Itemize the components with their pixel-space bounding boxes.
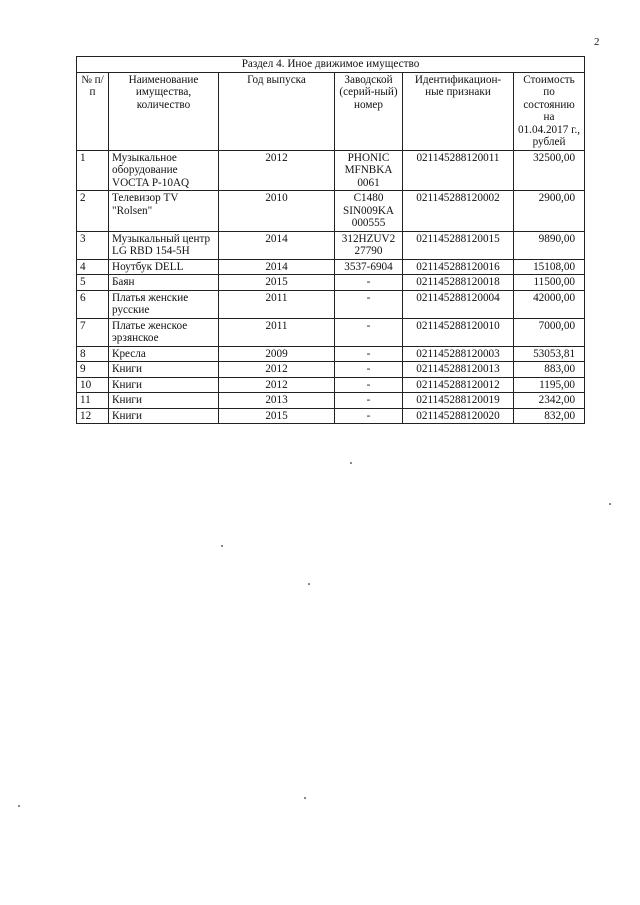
cell-num: 5 bbox=[77, 275, 109, 291]
cell-ident: 021145288120002 bbox=[403, 191, 514, 232]
cell-name: Книги bbox=[109, 393, 219, 409]
cell-cost: 7000,00 bbox=[514, 318, 585, 346]
cell-ident: 021145288120012 bbox=[403, 377, 514, 393]
cell-serial: C1480 SIN009KA 000555 bbox=[335, 191, 403, 232]
header-serial: Заводской (серий-ный) номер bbox=[335, 72, 403, 150]
cell-cost: 53053,81 bbox=[514, 346, 585, 362]
scan-speck bbox=[221, 545, 223, 547]
cell-ident: 021145288120015 bbox=[403, 231, 514, 259]
header-ident: Идентификацион-ные признаки bbox=[403, 72, 514, 150]
header-name: Наименование имущества, количество bbox=[109, 72, 219, 150]
scan-speck bbox=[350, 462, 352, 464]
cell-cost: 1195,00 bbox=[514, 377, 585, 393]
cell-cost: 42000,00 bbox=[514, 290, 585, 318]
property-table bbox=[76, 56, 585, 424]
cell-year: 2013 bbox=[219, 393, 335, 409]
cell-num: 10 bbox=[77, 377, 109, 393]
cell-ident: 021145288120020 bbox=[403, 408, 514, 424]
cell-year: 2011 bbox=[219, 290, 335, 318]
cell-cost: 15108,00 bbox=[514, 259, 585, 275]
table-row bbox=[77, 231, 585, 259]
cell-name: Кресла bbox=[109, 346, 219, 362]
cell-serial: - bbox=[335, 408, 403, 424]
header-row bbox=[77, 72, 585, 150]
cell-year: 2012 bbox=[219, 362, 335, 378]
scan-speck bbox=[609, 503, 611, 505]
scan-speck bbox=[18, 805, 20, 807]
cell-num: 6 bbox=[77, 290, 109, 318]
scan-speck bbox=[308, 583, 310, 585]
table-row bbox=[77, 318, 585, 346]
cell-ident: 021145288120010 bbox=[403, 318, 514, 346]
table-row bbox=[77, 377, 585, 393]
cell-ident: 021145288120004 bbox=[403, 290, 514, 318]
cell-ident: 021145288120011 bbox=[403, 150, 514, 191]
cell-num: 7 bbox=[77, 318, 109, 346]
cell-year: 2014 bbox=[219, 231, 335, 259]
cell-name: Баян bbox=[109, 275, 219, 291]
table-row bbox=[77, 362, 585, 378]
cell-serial: - bbox=[335, 346, 403, 362]
cell-num: 4 bbox=[77, 259, 109, 275]
cell-year: 2012 bbox=[219, 150, 335, 191]
cell-name: Платье женское эрзянское bbox=[109, 318, 219, 346]
cell-num: 2 bbox=[77, 191, 109, 232]
cell-cost: 832,00 bbox=[514, 408, 585, 424]
section-title: Раздел 4. Иное движимое имущество bbox=[77, 57, 585, 73]
header-year: Год выпуска bbox=[219, 72, 335, 150]
cell-cost: 9890,00 bbox=[514, 231, 585, 259]
cell-name: Ноутбук DELL bbox=[109, 259, 219, 275]
table-row bbox=[77, 408, 585, 424]
cell-ident: 021145288120013 bbox=[403, 362, 514, 378]
cell-name: Телевизор TV "Rolsen" bbox=[109, 191, 219, 232]
cell-num: 11 bbox=[77, 393, 109, 409]
cell-year: 2012 bbox=[219, 377, 335, 393]
cell-ident: 021145288120016 bbox=[403, 259, 514, 275]
cell-serial: - bbox=[335, 393, 403, 409]
cell-serial: - bbox=[335, 377, 403, 393]
cell-cost: 883,00 bbox=[514, 362, 585, 378]
table-row bbox=[77, 346, 585, 362]
page-number: 2 bbox=[594, 36, 600, 48]
table-row bbox=[77, 393, 585, 409]
cell-name: Платья женские русские bbox=[109, 290, 219, 318]
cell-num: 9 bbox=[77, 362, 109, 378]
cell-name: Книги bbox=[109, 377, 219, 393]
table-row bbox=[77, 191, 585, 232]
cell-name: Музыкальный центр LG RBD 154-5H bbox=[109, 231, 219, 259]
table-row bbox=[77, 150, 585, 191]
cell-cost: 2900,00 bbox=[514, 191, 585, 232]
cell-cost: 11500,00 bbox=[514, 275, 585, 291]
cell-serial: PHONIC MFNBKA 0061 bbox=[335, 150, 403, 191]
cell-ident: 021145288120019 bbox=[403, 393, 514, 409]
cell-name: Музыкальное оборудование VOCTA P-10AQ bbox=[109, 150, 219, 191]
cell-num: 3 bbox=[77, 231, 109, 259]
cell-year: 2011 bbox=[219, 318, 335, 346]
cell-serial: - bbox=[335, 275, 403, 291]
cell-ident: 021145288120018 bbox=[403, 275, 514, 291]
cell-year: 2014 bbox=[219, 259, 335, 275]
table-row bbox=[77, 275, 585, 291]
cell-name: Книги bbox=[109, 408, 219, 424]
table-row bbox=[77, 290, 585, 318]
cell-serial: - bbox=[335, 290, 403, 318]
cell-year: 2009 bbox=[219, 346, 335, 362]
cell-num: 1 bbox=[77, 150, 109, 191]
cell-serial: - bbox=[335, 318, 403, 346]
cell-serial: 3537-6904 bbox=[335, 259, 403, 275]
cell-year: 2010 bbox=[219, 191, 335, 232]
header-num: № п/п bbox=[77, 72, 109, 150]
cell-cost: 2342,00 bbox=[514, 393, 585, 409]
cell-year: 2015 bbox=[219, 275, 335, 291]
cell-num: 8 bbox=[77, 346, 109, 362]
cell-serial: 312HZUV2 27790 bbox=[335, 231, 403, 259]
cell-name: Книги bbox=[109, 362, 219, 378]
scan-speck bbox=[304, 797, 306, 799]
cell-serial: - bbox=[335, 362, 403, 378]
cell-year: 2015 bbox=[219, 408, 335, 424]
cell-cost: 32500,00 bbox=[514, 150, 585, 191]
cell-ident: 021145288120003 bbox=[403, 346, 514, 362]
header-cost: Стоимость по состоянию на 01.04.2017 г., рублей bbox=[514, 72, 585, 150]
table-row bbox=[77, 259, 585, 275]
cell-num: 12 bbox=[77, 408, 109, 424]
